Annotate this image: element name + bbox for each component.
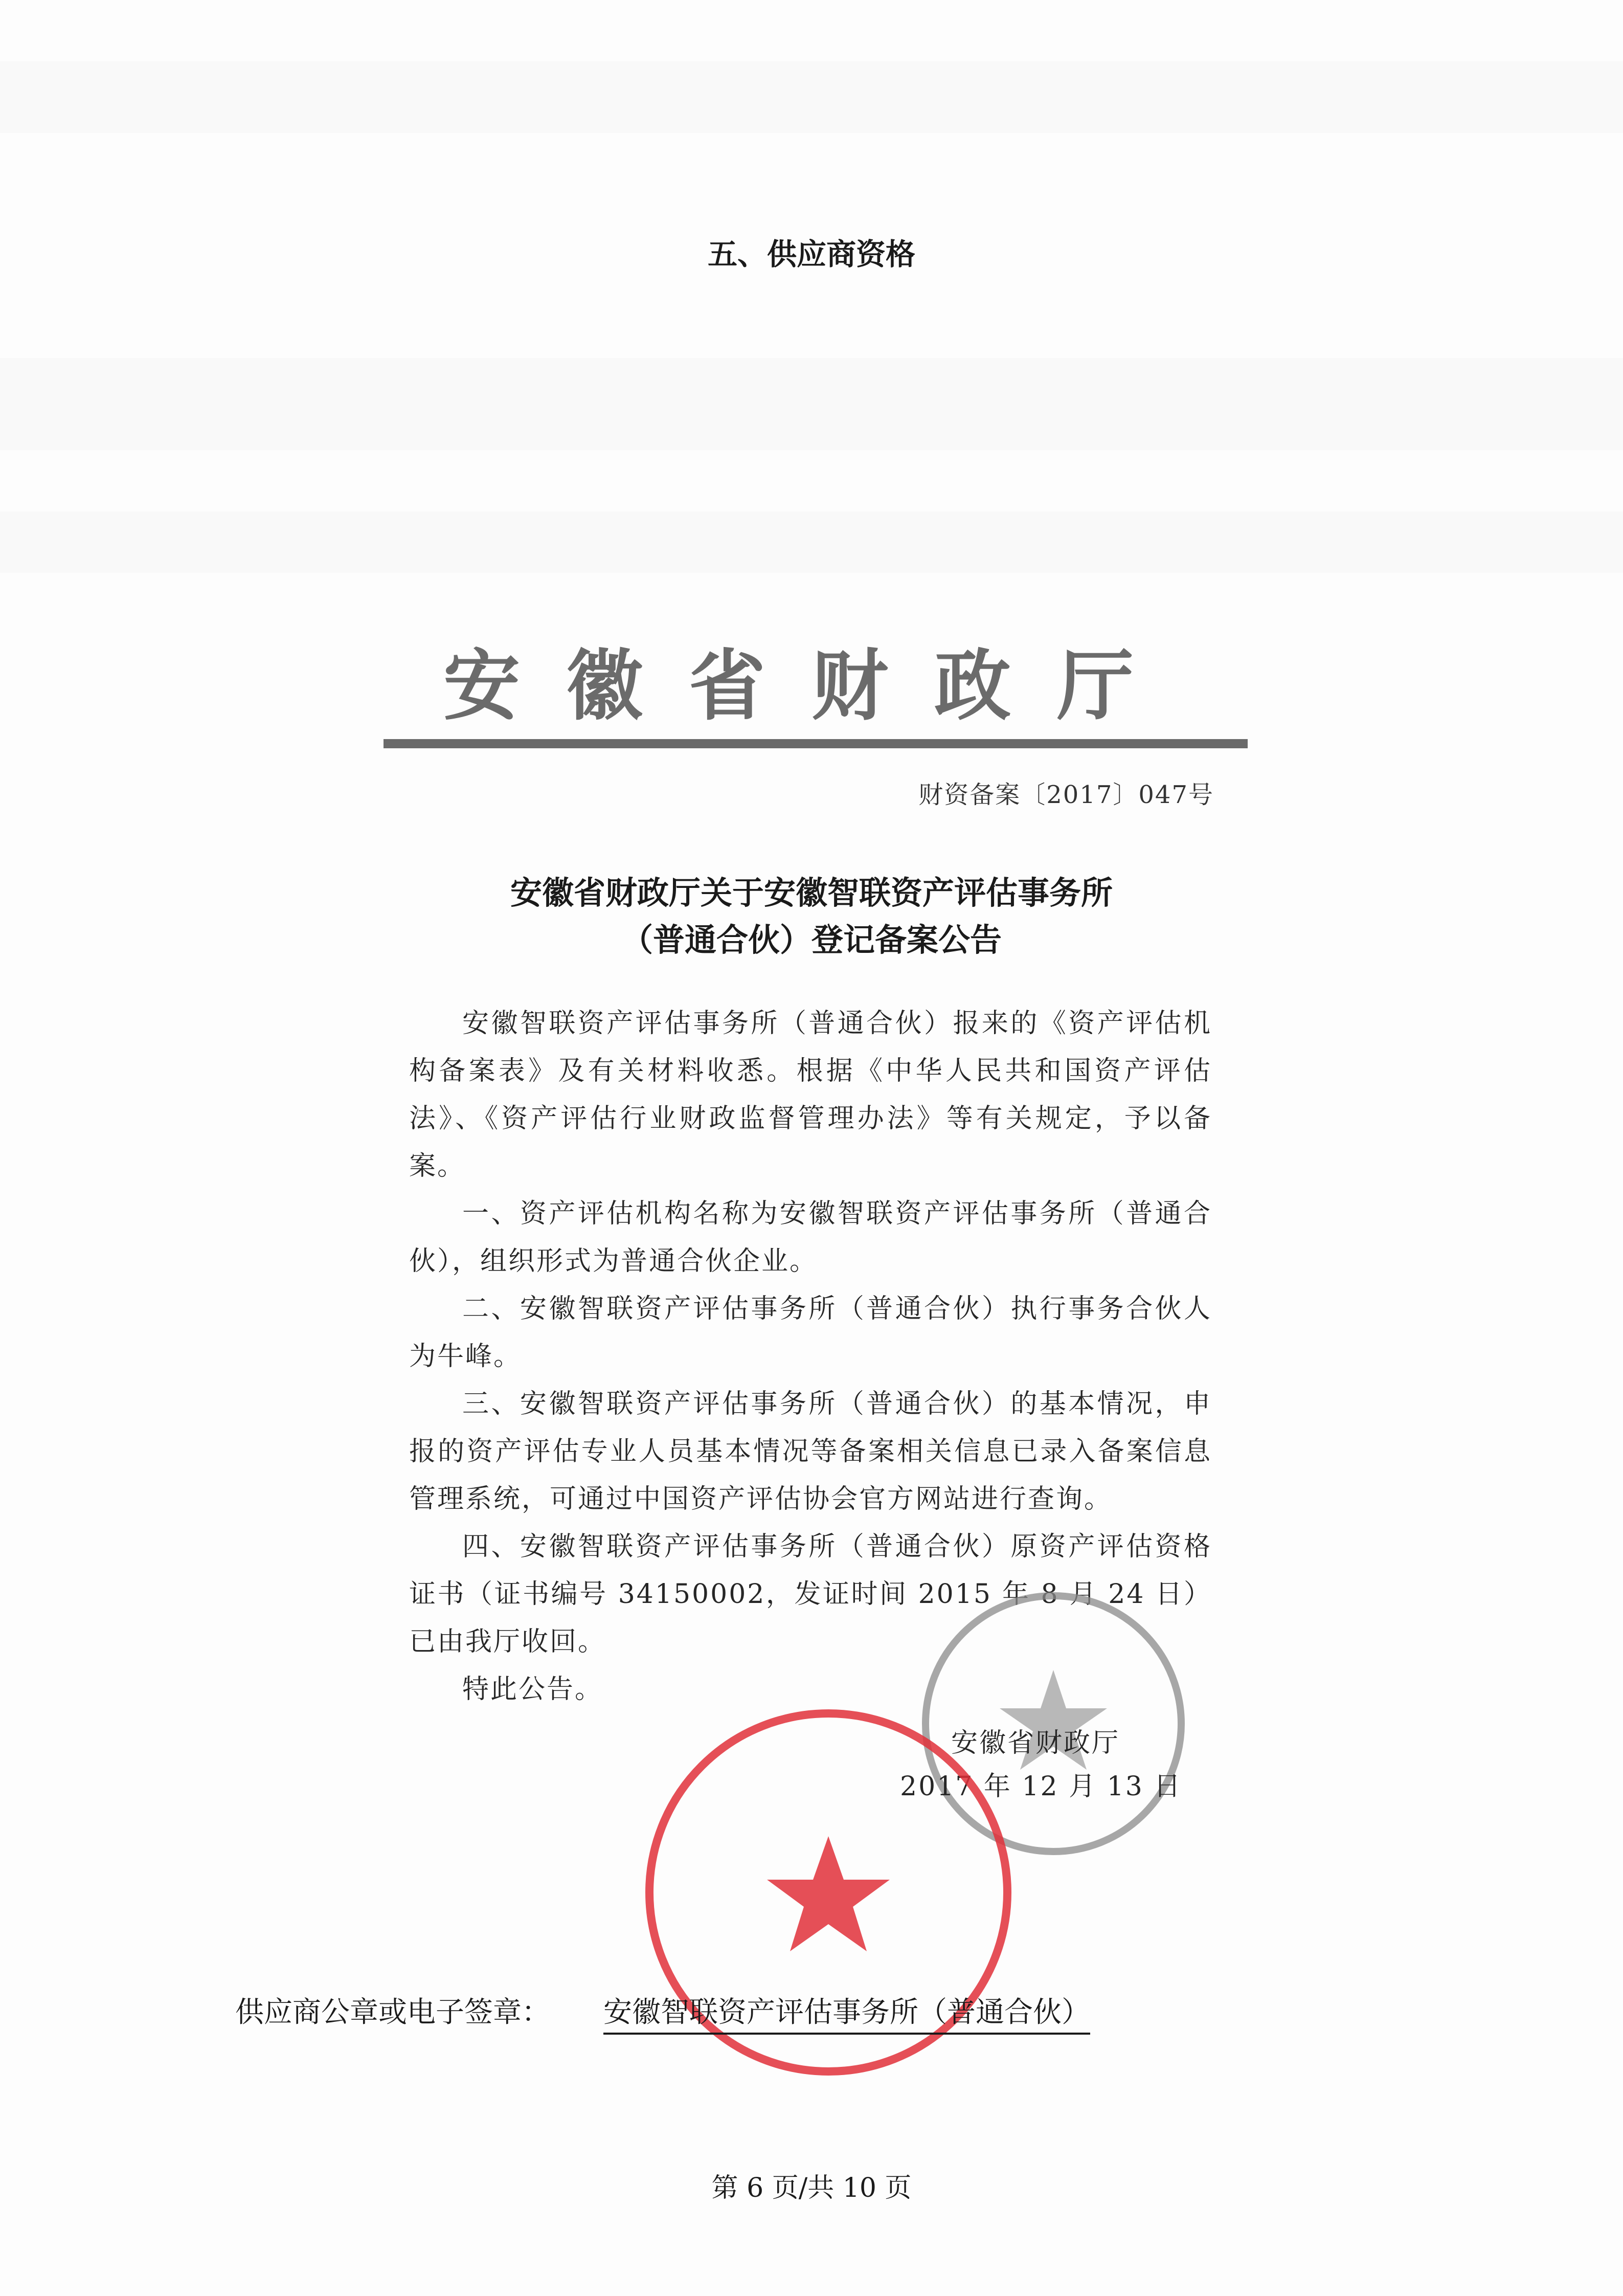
page-number: 第 6 页/共 10 页 <box>711 2173 912 2203</box>
notice-title <box>0 870 1623 964</box>
scan-texture <box>0 511 1623 573</box>
body-paragraph: 安徽智联资产评估事务所（普通合伙）报来的《资产评估机构备案表》及有关材料收悉。根据《中华人民共和国资产评估法》、《资产评估行业财政监督管理办法》等有关规定，予以备案。 <box>409 1008 1212 1182</box>
signature-value: 安徽智联资产评估事务所（普通合伙） <box>603 1990 1090 2035</box>
signature-label: 供应商公章或电子签章： <box>235 1996 550 2029</box>
notice-title-line-2: （普通合伙）登记备案公告 <box>621 921 1002 958</box>
body-paragraph: 三、安徽智联资产评估事务所（普通合伙）的基本情况，申报的资产评估专业人员基本情况等备案相关信息已录入备案信息管理系统，可通过中国资产评估协会官方网站进行查询。 <box>409 1389 1212 1514</box>
letterhead-rule <box>384 739 1248 748</box>
section-heading: 五、供应商资格 <box>707 237 915 272</box>
document-number: 财资备案〔2017〕047号 <box>918 781 1214 809</box>
body-paragraph: 四、安徽智联资产评估事务所（普通合伙）原资产评估资格证书（证书编号 34150002，发证时间 2015 年 8 月 24 日）已由我厅收回。 <box>409 1531 1212 1657</box>
letterhead-org-name: 安徽省财政厅 <box>443 641 1180 731</box>
body-paragraph: 二、安徽智联资产评估事务所（普通合伙）执行事务合伙人为牛峰。 <box>409 1294 1212 1372</box>
scan-texture <box>0 358 1623 450</box>
issue-date: 2017 年 12 月 13 日 <box>900 1771 1182 1802</box>
body-paragraph: 特此公告。 <box>462 1674 603 1705</box>
issuer-name: 安徽省财政厅 <box>951 1728 1120 1758</box>
body-paragraph: 一、资产评估机构名称为安徽智联资产评估事务所（普通合伙），组织形式为普通合伙企业。 <box>409 1198 1212 1277</box>
scan-texture <box>0 61 1623 133</box>
notice-title-line-1: 安徽省财政厅关于安徽智联资产评估事务所 <box>510 874 1113 911</box>
